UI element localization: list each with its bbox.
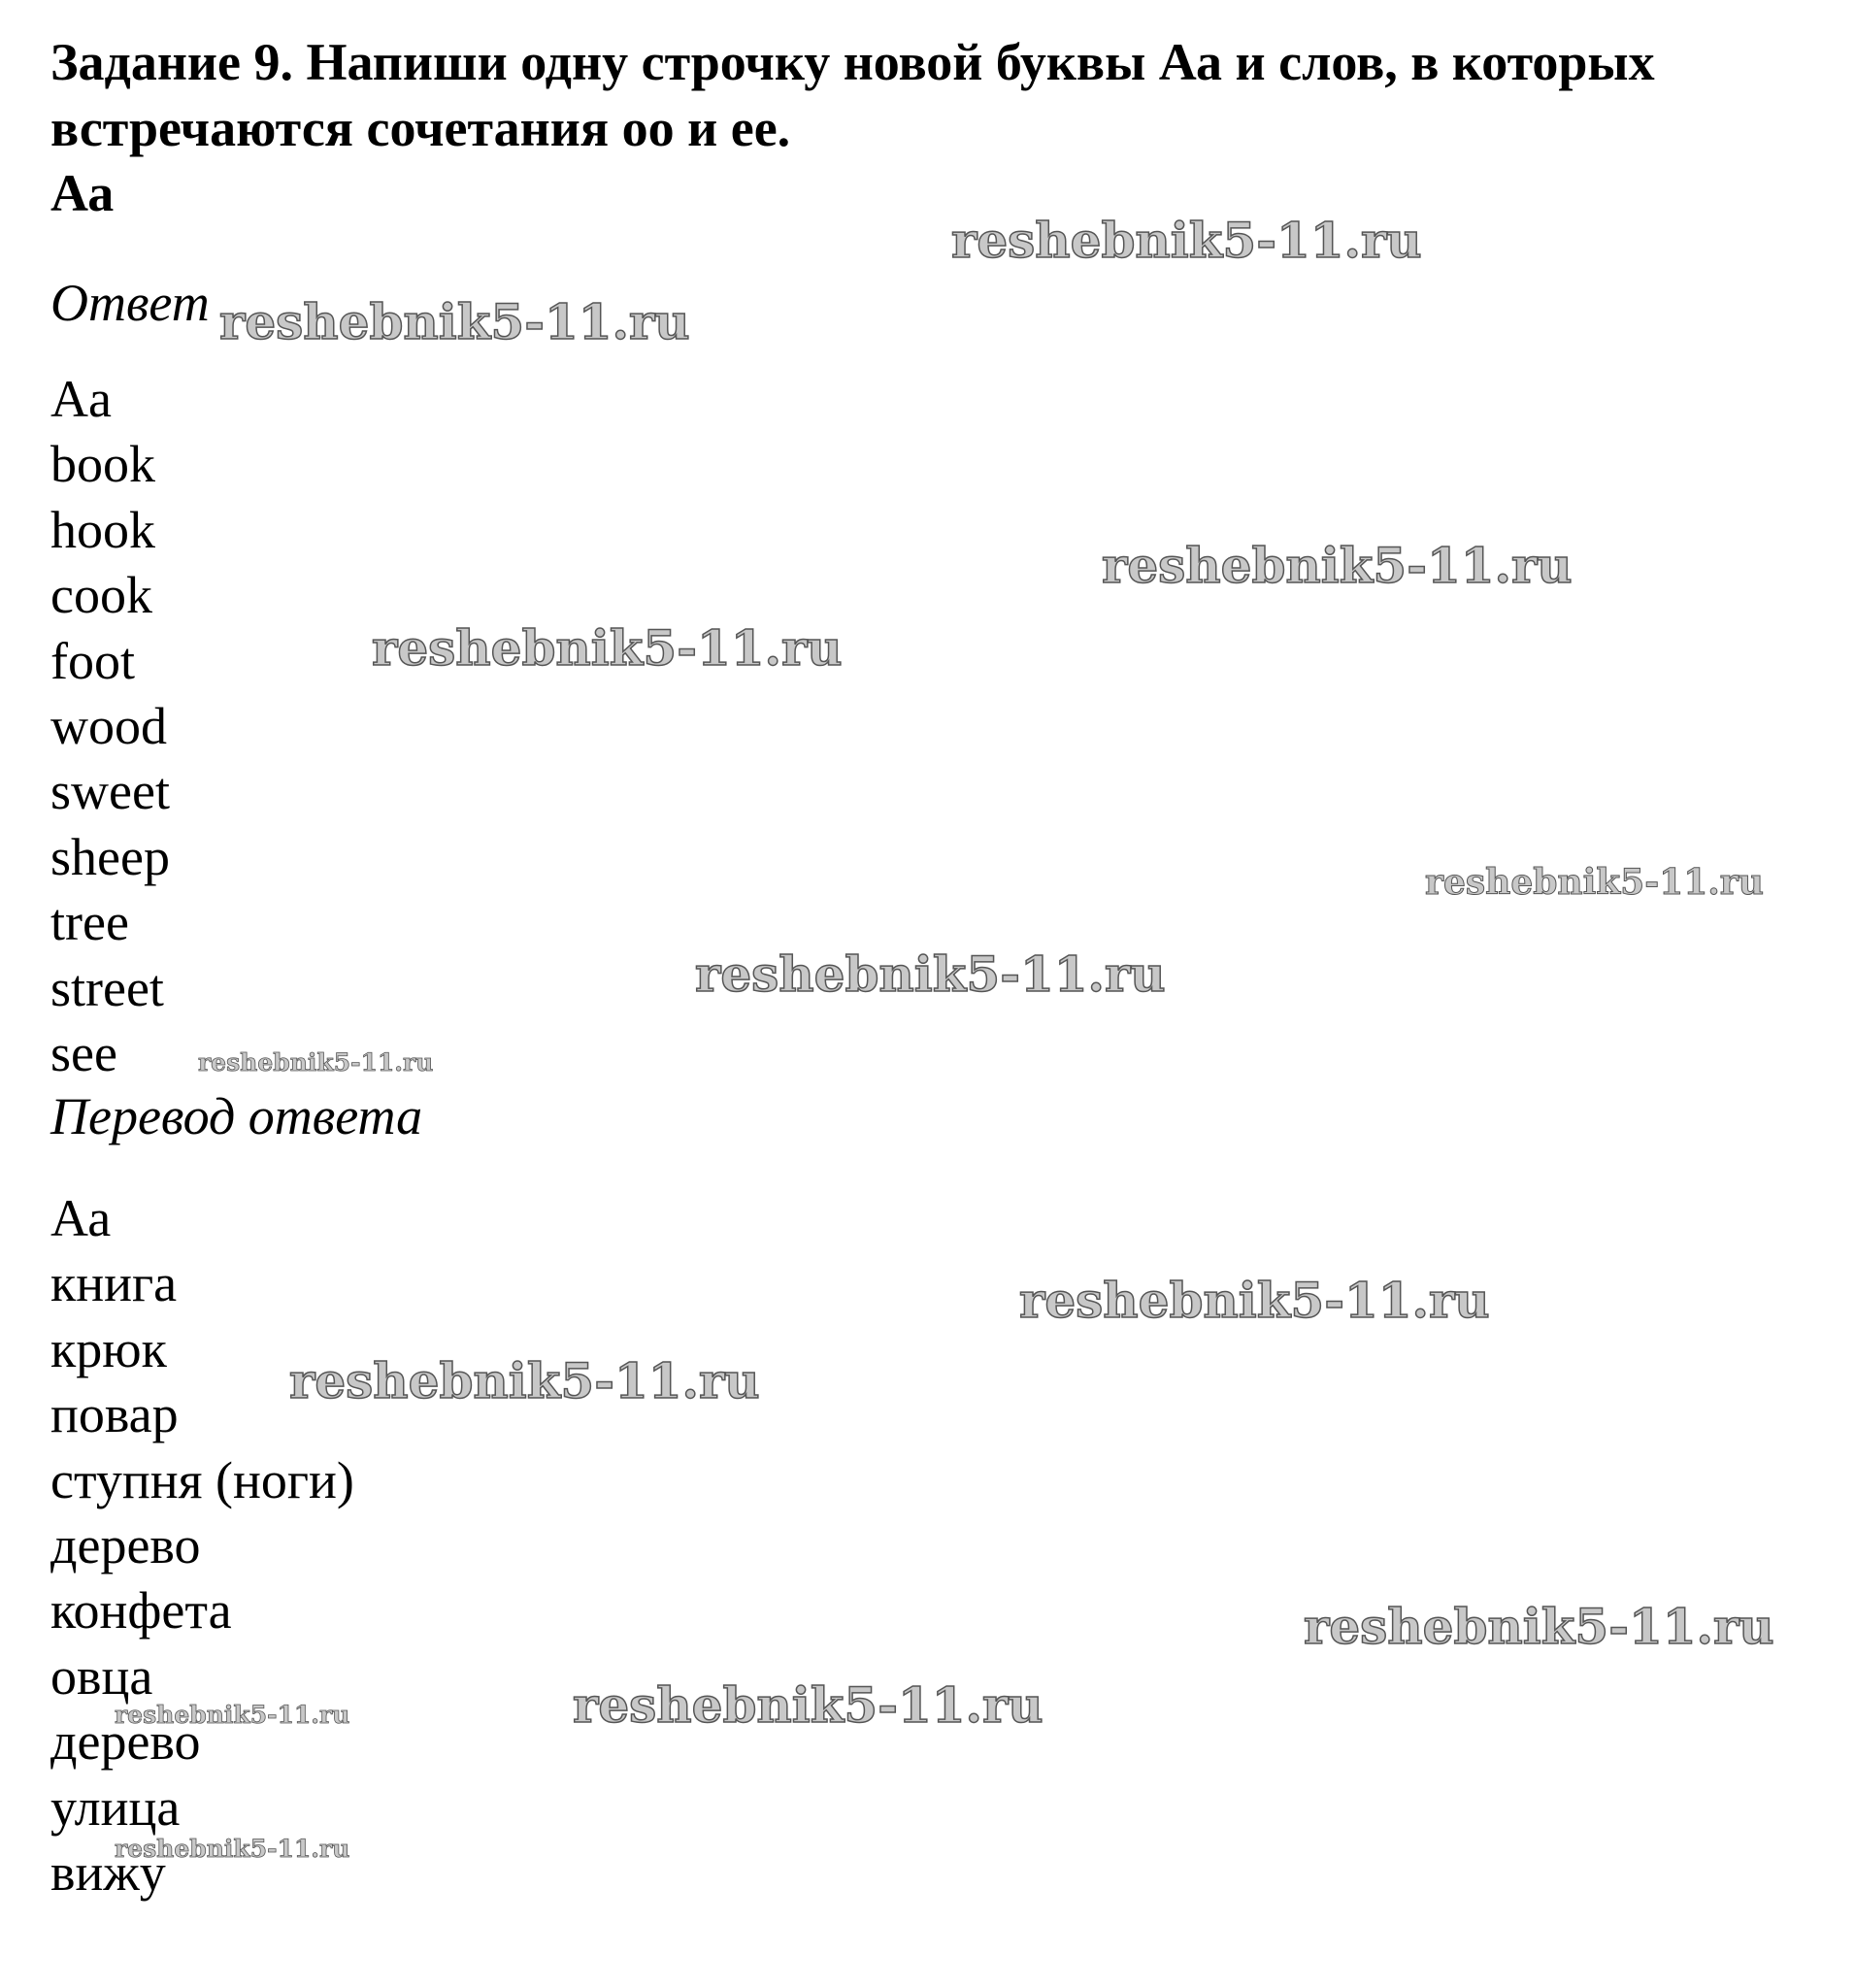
letter-heading: Аа	[50, 164, 115, 222]
watermark: reshebnik5-11.ru	[115, 1701, 350, 1729]
translation-word: дерево	[50, 1515, 201, 1574]
translation-word: овца	[50, 1646, 153, 1706]
watermark: reshebnik5-11.ru	[951, 212, 1422, 269]
watermark: reshebnik5-11.ru	[115, 1835, 350, 1863]
answer-word: foot	[50, 631, 135, 690]
translation-word: ступня (ноги)	[50, 1450, 354, 1509]
watermark: reshebnik5-11.ru	[1019, 1272, 1490, 1329]
answer-word: see	[50, 1023, 117, 1082]
answer-word: book	[50, 435, 155, 494]
watermark: reshebnik5-11.ru	[1304, 1598, 1774, 1655]
answer-word-list	[50, 367, 170, 1086]
watermark: reshebnik5-11.ru	[1102, 537, 1573, 594]
translation-word: улица	[50, 1777, 181, 1837]
translation-word: книга	[50, 1254, 178, 1313]
translation-word: дерево	[50, 1712, 201, 1772]
translation-word: Аа	[50, 1189, 112, 1247]
watermark: reshebnik5-11.ru	[372, 619, 843, 677]
watermark: reshebnik5-11.ru	[695, 945, 1166, 1003]
watermark: reshebnik5-11.ru	[198, 1048, 434, 1077]
translation-label: Перевод ответа	[50, 1087, 423, 1145]
answer-word: hook	[50, 500, 155, 559]
answer-word: street	[50, 958, 164, 1017]
translation-word: конфета	[50, 1581, 232, 1640]
answer-word: sheep	[50, 827, 170, 886]
watermark: reshebnik5-11.ru	[289, 1352, 760, 1409]
answer-word: tree	[50, 893, 129, 952]
answer-word: wood	[50, 696, 167, 755]
translation-word: повар	[50, 1385, 179, 1444]
task-title: Задание 9. Напиши одну строчку новой буквы Аа и слов, в которых встречаются сочетания оо и ее.	[50, 33, 1655, 157]
answer-word: Aa	[50, 370, 112, 428]
watermark: reshebnik5-11.ru	[1425, 862, 1764, 903]
translation-word-list	[50, 1186, 354, 1905]
translation-word: вижу	[50, 1842, 166, 1902]
answer-word: cook	[50, 566, 152, 625]
translation-word: крюк	[50, 1319, 167, 1378]
answer-label: Ответ	[50, 274, 210, 332]
answer-word: sweet	[50, 762, 170, 821]
watermark: reshebnik5-11.ru	[219, 293, 690, 350]
watermark: reshebnik5-11.ru	[573, 1676, 1043, 1734]
